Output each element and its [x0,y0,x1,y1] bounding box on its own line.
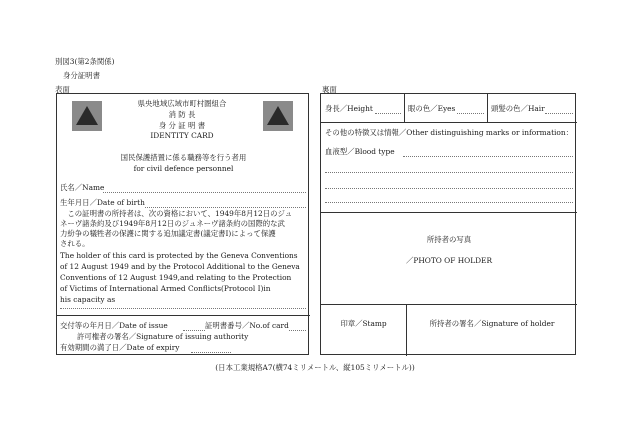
department-line: 消 防 長 [168,110,196,119]
capacity-line [60,308,306,309]
back-row-divider-3 [321,304,577,305]
body-en-line-4: of Victims of International Armed Conflicts(Protocol Ⅰ)in [60,284,271,293]
height-field-label: 身長／Height [325,104,373,113]
document-title: 身分証明書 [63,71,100,80]
jp-card-title: 身 分 証 明 書 [158,121,206,130]
expiry-date-label: 有効期間の満了日／Date of expiry [60,343,180,352]
name-field-line [103,192,306,193]
other-info-line-3 [325,202,573,203]
eyes-field-line [457,113,484,114]
issuer-line: 県央地域広域市町村圏組合 [137,99,227,108]
eyes-field-label: 眼の色／Eyes [408,104,456,113]
form-reference: 別図3(第2条関係) [55,57,115,66]
other-info-line-1 [325,172,573,173]
purpose-jp: 国民保護措置に係る職務等を行う者用 [120,153,247,162]
body-jp-line-4: される。 [60,239,90,248]
back-label: 裏面 [322,85,337,94]
hair-field-label: 頭髪の色／Hair [491,104,545,113]
body-en-line-5: his capacity as [60,295,116,304]
issuing-authority-signature-label: 許可権者の署名／Signature of issuing authority [77,332,249,341]
card-number-label: 証明書番号／No.of card [205,321,289,330]
body-en-line-2: of 12 August 1949 and by the Protocol Additional to the Geneva [60,262,300,271]
holder-signature-label: 所持者の署名／Signature of holder [429,319,555,328]
blood-type-line [403,156,573,157]
birth-field-label: 生年月日／Date of birth [60,198,145,207]
photo-area [321,212,577,304]
front-label: 表面 [55,85,70,94]
civil-defence-emblem-left-icon [72,101,102,131]
back-top-divider-1 [404,94,405,122]
civil-defence-emblem-right-icon [263,101,293,131]
purpose-en: for civil defence personnel [133,164,234,173]
body-jp-line-3: 力紛争の犠牲者の保護に関する追加議定書(議定書Ⅰ)によって保護 [60,229,276,238]
back-bottom-divider [406,304,407,356]
height-field-line [375,113,401,114]
stamp-label: 印章／Stamp [340,319,387,328]
expiry-date-line [191,352,231,353]
card-number-line [289,330,306,331]
issue-date-label: 交付等の年月日／Date of issue [60,321,168,330]
front-card [56,93,309,355]
name-field-label: 氏名／Name [60,183,105,192]
body-en-line-3: Conventions of 12 August 1949,and relating to the Protection [60,273,292,282]
body-jp-line-1: この証明書の所持者は、次の資格において、1949年8月12日のジュ [60,209,293,218]
back-card [320,93,576,355]
photo-label-en: ／PHOTO OF HOLDER [405,256,493,265]
blood-type-label: 血液型／Blood type [325,147,395,156]
back-row-divider-1 [321,122,577,123]
front-divider [57,315,310,316]
back-top-divider-2 [487,94,488,122]
card-size-note: (日本工業規格A7(横74ミリメートル、縦105ミリメートル)) [215,363,415,372]
other-info-line-2 [325,188,573,189]
other-marks-label: その他の特徴又は情報／Other distinguishing marks or information： [325,128,574,137]
hair-field-line [545,113,573,114]
photo-label-jp: 所持者の写真 [426,235,472,244]
en-card-title: IDENTITY CARD [150,131,214,140]
body-en-line-1: The holder of this card is protected by the Geneva Conventions [60,251,298,260]
body-jp-line-2: ネーヴ諸条約及び1949年8月12日のジュネーヴ諸条約の国際的な武 [60,219,285,228]
